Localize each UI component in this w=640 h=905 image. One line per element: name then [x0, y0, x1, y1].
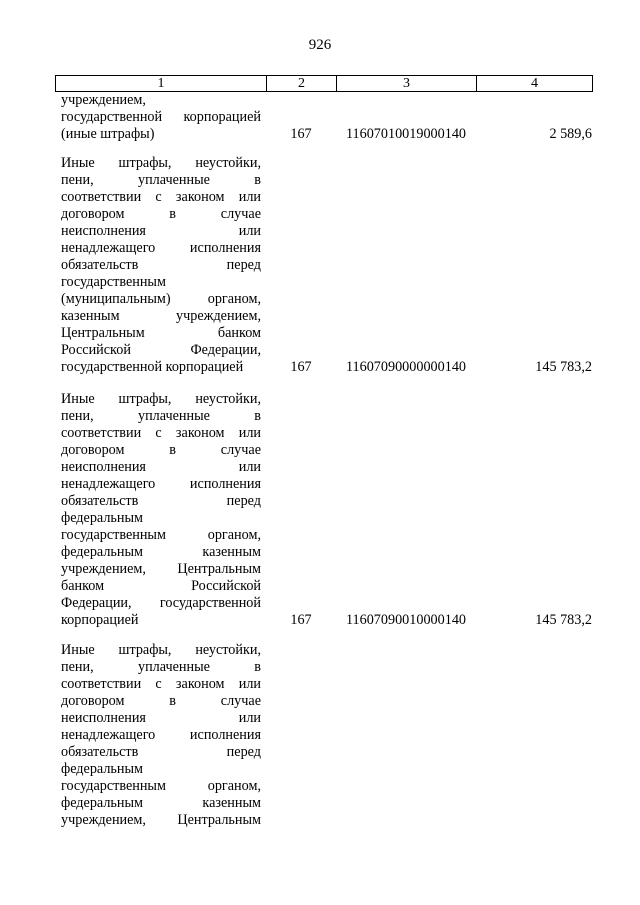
row-description-line: учреждением, Центральным — [61, 561, 261, 577]
column-header-row — [56, 76, 593, 92]
row-amount: 2 589,6 — [549, 126, 592, 142]
row-description-line: государственным органом, — [61, 527, 261, 543]
row-description-line: обязательств перед — [61, 493, 261, 509]
row-description-line: пени, уплаченные в — [61, 408, 261, 424]
row-description-line: ненадлежащего исполнения — [61, 240, 261, 256]
row-description-line: неисполнения или — [61, 710, 261, 726]
row-description-line: банком Российской — [61, 578, 261, 594]
row-description-line: ненадлежащего исполнения — [61, 476, 261, 492]
page-number: 926 — [308, 37, 332, 53]
row-section-code: 167 — [290, 359, 312, 375]
row-description-line: государственным — [61, 274, 166, 290]
row-description-line: договором в случае — [61, 206, 261, 222]
column-header-4: 4 — [477, 76, 593, 92]
row-description-line: соответствии с законом или — [61, 189, 261, 205]
row-description-line: Иные штрафы, неустойки, — [61, 642, 261, 658]
row-description-line: Центральным банком — [61, 325, 261, 341]
row-classification-code — [336, 812, 476, 829]
row-description-line: соответствии с законом или — [61, 425, 261, 441]
row-section-code: 167 — [290, 126, 312, 142]
row-description-line: федеральным — [61, 761, 143, 777]
row-section-code: 167 — [290, 612, 312, 628]
row-description-line: ненадлежащего исполнения — [61, 727, 261, 743]
row-description-line: договором в случае — [61, 442, 261, 458]
column-header-2: 2 — [267, 76, 337, 92]
column-header-3: 3 — [337, 76, 477, 92]
row-description-line: государственным органом, — [61, 778, 261, 794]
row-description-line: (муниципальным) органом, — [61, 291, 261, 307]
row-description-line: договором в случае — [61, 693, 261, 709]
row-amount: 145 783,2 — [535, 612, 592, 628]
row-description-line: учреждением, Центральным — [61, 812, 261, 828]
row-description-line: пени, уплаченные в — [61, 172, 261, 188]
row-description-line: обязательств перед — [61, 257, 261, 273]
row-classification-code: 11607090000000140 — [345, 359, 467, 375]
row-description-line: Иные штрафы, неустойки, — [61, 391, 261, 407]
row-description-line: учреждением, — [61, 92, 146, 108]
row-classification-code: 11607090010000140 — [345, 612, 467, 628]
row-classification-code: 11607010019000140 — [345, 126, 467, 142]
row-description-line: корпорацией — [61, 612, 139, 628]
row-description-line: Федерации, государственной — [61, 595, 261, 611]
row-description-line: обязательств перед — [61, 744, 261, 760]
row-description-line: Российской Федерации, — [61, 342, 261, 358]
row-description-line: соответствии с законом или — [61, 676, 261, 692]
row-description-line: федеральным казенным — [61, 795, 261, 811]
column-header-1: 1 — [56, 76, 267, 92]
row-description-line: неисполнения или — [61, 223, 261, 239]
row-description-line: казенным учреждением, — [61, 308, 261, 324]
row-description-line: федеральным — [61, 510, 143, 526]
row-description-line: (иные штрафы) — [61, 126, 155, 142]
row-description-line: государственной корпорацией — [61, 359, 244, 375]
row-description-line: Иные штрафы, неустойки, — [61, 155, 261, 171]
column-header-table — [55, 75, 593, 92]
row-description-line: государственной корпорацией — [61, 109, 261, 125]
row-description-line: федеральным казенным — [61, 544, 261, 560]
row-section-code — [266, 812, 336, 829]
row-description-line: неисполнения или — [61, 459, 261, 475]
row-description-line: пени, уплаченные в — [61, 659, 261, 675]
row-amount: 145 783,2 — [535, 359, 592, 375]
row-amount — [476, 812, 592, 829]
